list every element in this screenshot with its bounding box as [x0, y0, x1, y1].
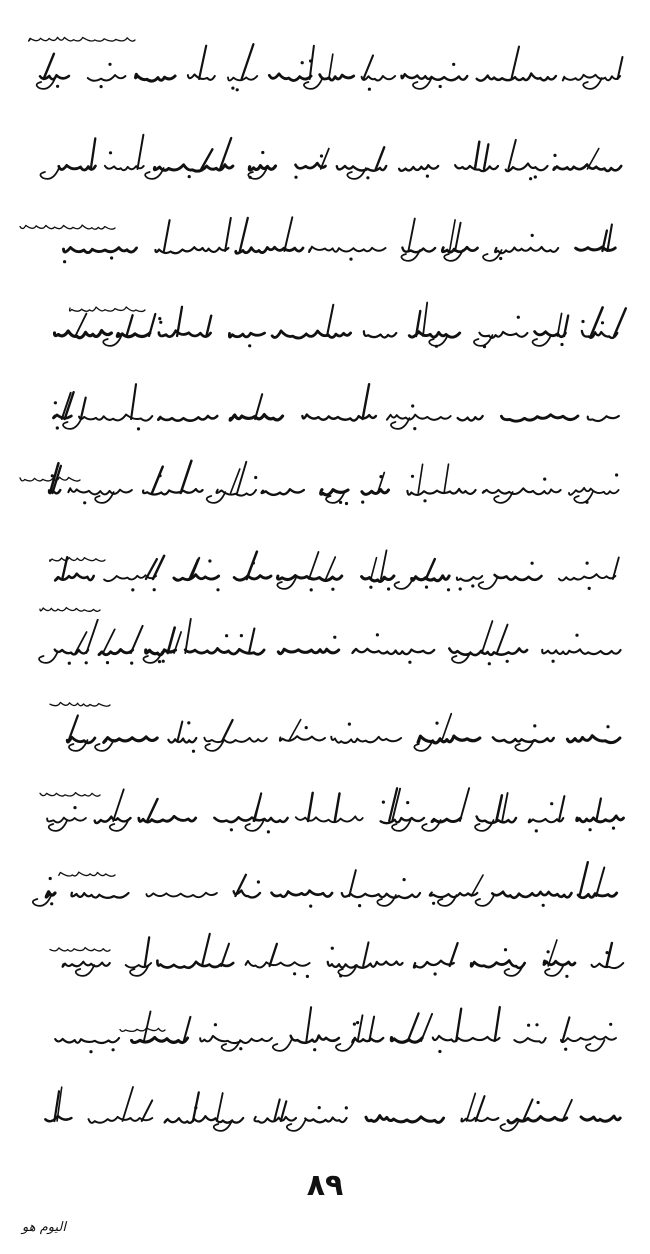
marginal-note	[50, 558, 105, 562]
marginal-note	[29, 37, 135, 41]
marginal-note	[70, 307, 145, 311]
handwritten-line	[47, 788, 623, 833]
handwritten-line	[49, 461, 619, 505]
marginal-note	[20, 225, 115, 229]
handwritten-line	[63, 217, 615, 263]
handwritten-line	[63, 934, 624, 978]
marginal-note	[50, 948, 110, 952]
marginal-note	[59, 872, 115, 876]
marginal-note	[120, 1028, 165, 1032]
marginal-note	[50, 702, 110, 706]
marginal-note	[40, 608, 100, 612]
catchword: اليوم هو	[22, 1220, 66, 1235]
handwritten-line	[54, 303, 625, 349]
handwritten-line	[67, 714, 620, 753]
marginal-note	[40, 793, 100, 797]
handwritten-line	[55, 550, 619, 591]
handwritten-line	[33, 862, 617, 908]
handwritten-line	[53, 384, 618, 430]
handwritten-line	[45, 1087, 620, 1131]
handwritten-line	[37, 44, 623, 91]
handwritten-line	[39, 619, 621, 665]
page-number: ٨٩	[306, 1168, 344, 1203]
handwritten-line	[40, 135, 621, 181]
marginal-note	[20, 477, 80, 481]
